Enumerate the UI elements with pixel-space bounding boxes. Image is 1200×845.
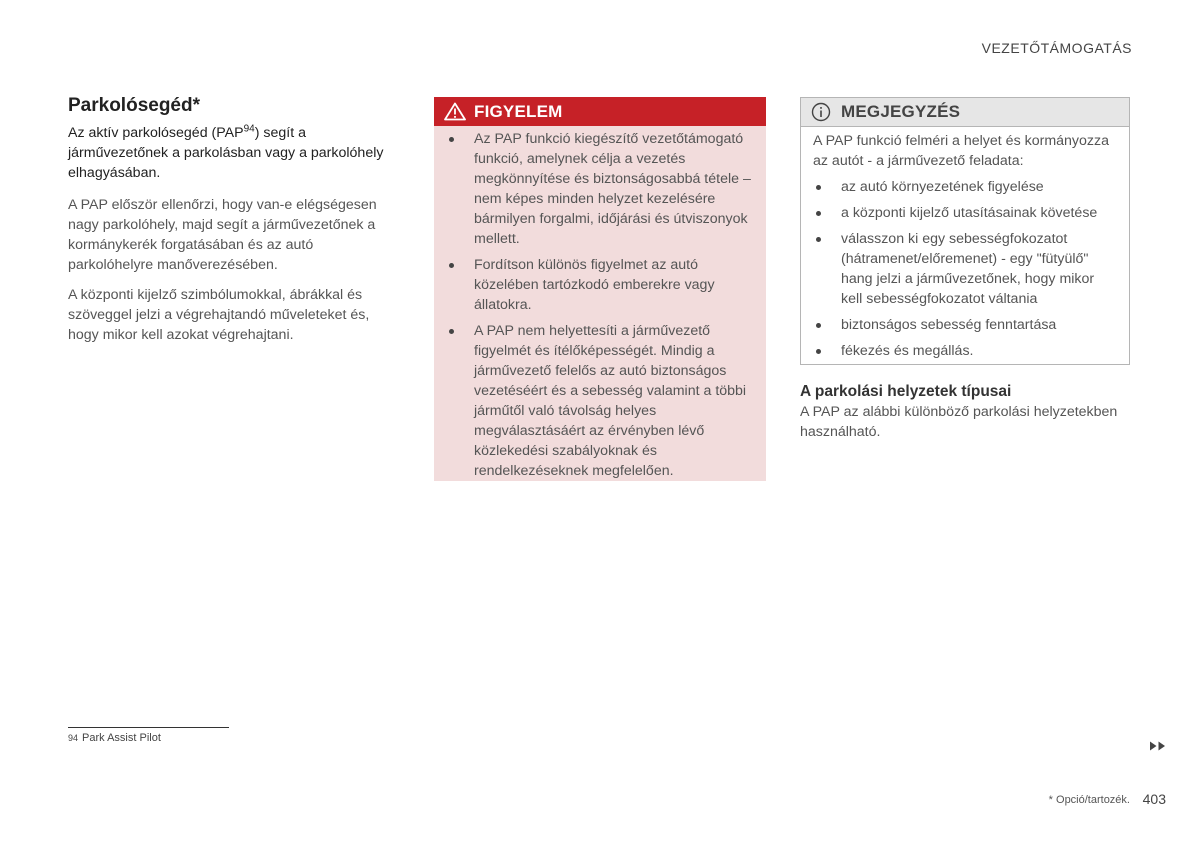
list-item: fékezés és megállás. xyxy=(813,341,1117,361)
section-title: A parkolási helyzetek típusai xyxy=(800,383,1012,400)
body-paragraph: A központi kijelző szimbólumokkal, ábrákkal és szöveggel jelzi a végrehajtandó műveleteket és, hogy mikor kell azokat végrehajtani. xyxy=(68,287,370,343)
section-header: VEZETŐTÁMOGATÁS xyxy=(981,40,1132,56)
warning-box xyxy=(434,97,766,481)
footnote-number: 94 xyxy=(68,733,79,743)
footnote-text: Park Assist Pilot xyxy=(82,732,161,744)
warning-header xyxy=(434,97,766,126)
lead-paragraph xyxy=(68,123,398,183)
footnote xyxy=(68,732,161,744)
note-intro: A PAP funkció felméri a helyet és kormányozza az autót - a járművezető feladata: xyxy=(813,133,1109,169)
info-circle-icon xyxy=(811,102,835,122)
list-item: biztonságos sebesség fenntartása xyxy=(813,315,1117,335)
list-item: a központi kijelző utasításainak követése xyxy=(813,203,1117,223)
section-text: A PAP az alábbi különböző parkolási helyzetekben használható. xyxy=(800,404,1118,440)
footnote-divider xyxy=(68,727,229,728)
list-item: az autó környezetének figyelése xyxy=(813,177,1117,197)
warning-triangle-icon xyxy=(444,102,472,121)
option-note: * Opció/tartozék. xyxy=(1048,794,1130,806)
parking-types-section xyxy=(800,383,1130,442)
note-list xyxy=(801,177,1129,361)
footnote-ref[interactable]: 94 xyxy=(243,123,255,135)
lead-text-start: Az aktív parkolósegéd (PAP xyxy=(68,125,244,141)
list-item: Fordítson különös figyelmet az autó közelében tartózkodó emberekre vagy állatokra. xyxy=(446,255,752,315)
lead-text-end: ) segít a járművezetőnek a parkolásban vagy a parkolóhely elhagyásában. xyxy=(68,125,384,181)
list-item: válasszon ki egy sebességfokozatot (hátramenet/előremenet) - egy "fütyülő" hang jelzi a járművezetőnek, hogy mikor kell sebességfokozatot váltania xyxy=(813,229,1117,309)
double-arrow-right-icon[interactable] xyxy=(1149,738,1167,756)
list-item: A PAP nem helyettesíti a járművezető figyelmét és ítélőképességét. Mindig a járművezető felelős az autó biztonságos vezetéséért és a sebesség valamint a többi járműtől való távolság helyes megválasztásáért az érvényben lévő közlekedési szabályoknak és rendelkezéseknek megfelelően. xyxy=(446,321,752,481)
note-box xyxy=(800,97,1130,365)
body-paragraph: A PAP először ellenőrzi, hogy van-e elégségesen nagy parkolóhely, majd segít a járművezetőnek a kormánykerék forgatásában és az autó parkolóhelyre manőverezésében. xyxy=(68,197,377,273)
note-header xyxy=(801,98,1129,127)
main-column xyxy=(68,95,398,355)
page-number: 403 xyxy=(1142,791,1166,807)
warning-title: FIGYELEM xyxy=(474,101,563,121)
note-title: MEGJEGYZÉS xyxy=(841,102,961,121)
list-item: Az PAP funkció kiegészítő vezetőtámogató funkció, amelynek célja a vezetés megkönnyítése és biztonságosabbá tétele – nem képes minden helyzet kezelésére bármilyen forgalmi, időjárási és útviszonyok mellett. xyxy=(446,129,752,249)
warning-list xyxy=(434,129,766,481)
page-title: Parkolósegéd* xyxy=(68,95,200,116)
